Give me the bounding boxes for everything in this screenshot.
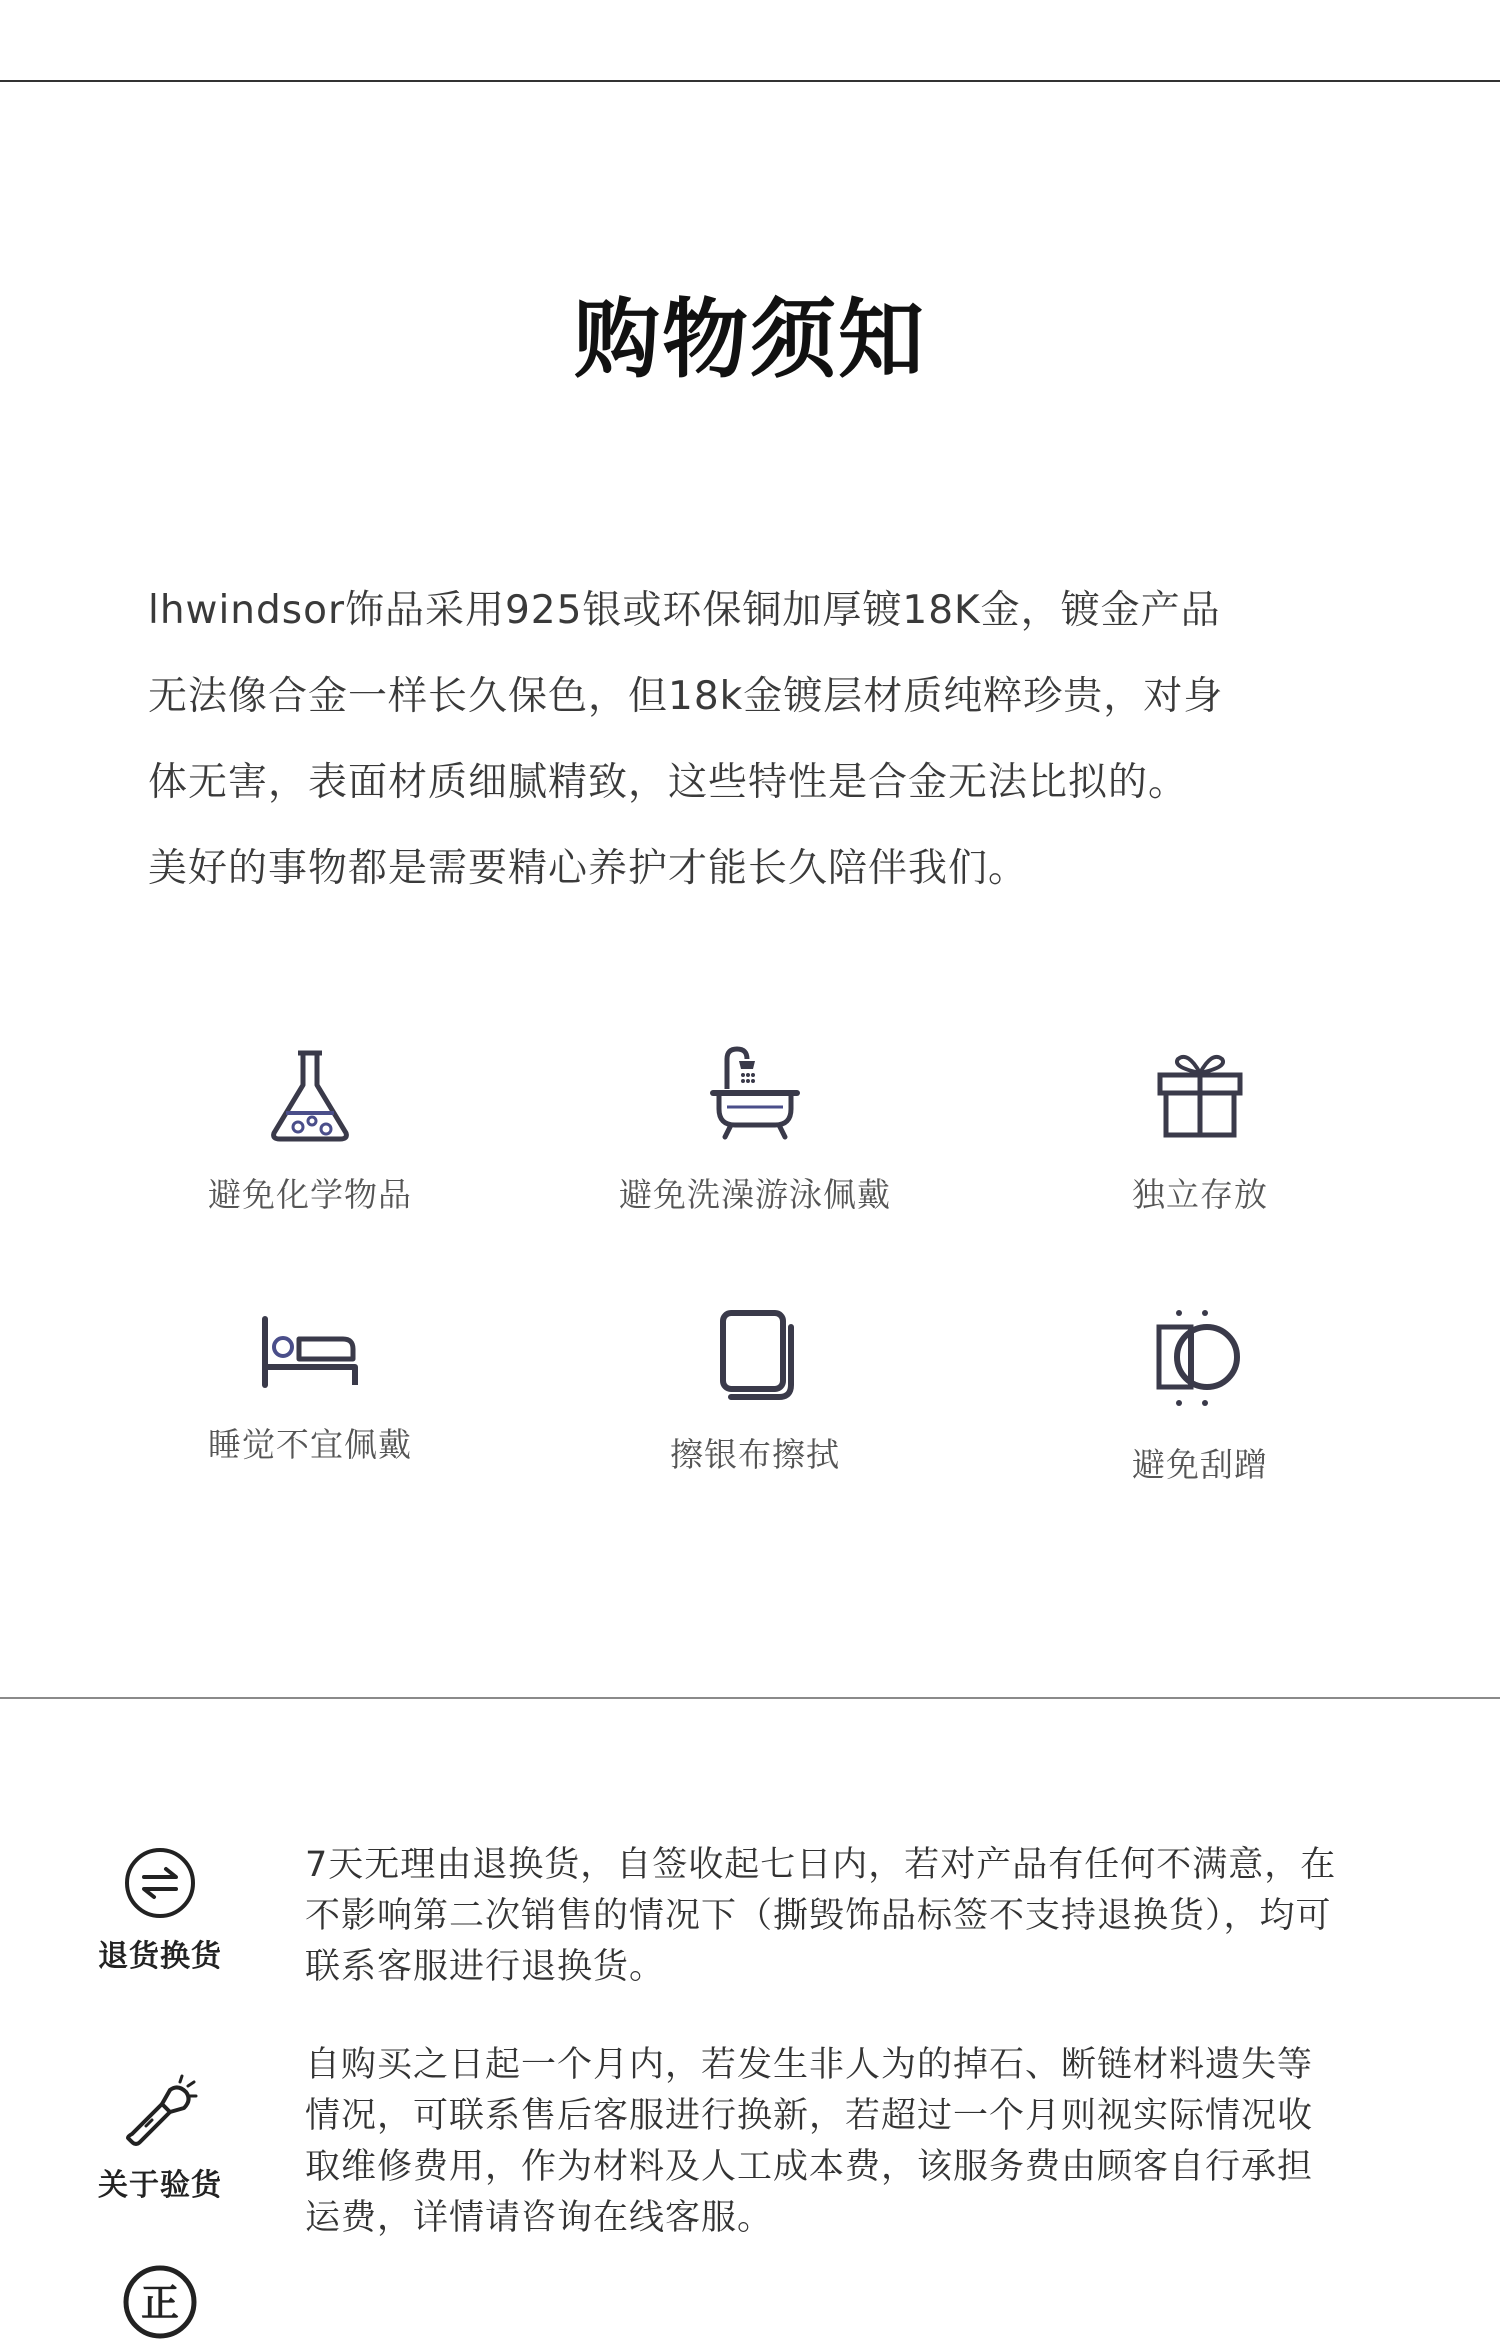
care-item-polishing-cloth [545, 1305, 965, 1476]
intro-line: 美好的事物都是需要精心养护才能长久陪伴我们。 [148, 846, 1029, 891]
care-item-scratches [990, 1305, 1410, 1486]
policy-badge [80, 2262, 240, 2342]
genuine-glyph: 正 [140, 2281, 180, 2325]
policy-text [305, 1840, 1435, 1993]
intro-line: lhwindsor饰品采用925银或环保铜加厚镀18K金，镀金产品 [148, 588, 1221, 633]
care-item-bathing [545, 1045, 965, 1216]
care-label: 独立存放 [1132, 1175, 1268, 1214]
exchange-icon [122, 1845, 198, 1921]
section-divider [0, 1697, 1500, 1699]
care-label: 避免刮蹭 [1132, 1445, 1268, 1484]
flashlight-icon [120, 2070, 200, 2150]
care-item-sleeping [100, 1305, 520, 1466]
intro-line: 无法像合金一样长久保色，但18k金镀层材质纯粹珍贵，对身 [148, 674, 1224, 719]
bathtub-icon [705, 1045, 805, 1145]
scratch-icon [1145, 1305, 1255, 1415]
policy-line: 不影响第二次销售的情况下（撕毁饰品标签不支持退换货），均可 [305, 1896, 1332, 1936]
care-label: 擦银布擦拭 [670, 1435, 840, 1474]
flask-icon [260, 1045, 360, 1145]
policy-label: 关于验货 [98, 2168, 222, 2203]
intro-paragraph [148, 568, 1358, 912]
care-label: 避免洗澡游泳佩戴 [619, 1175, 891, 1214]
policy-badge [80, 1845, 240, 1975]
cloth-icon [705, 1305, 805, 1405]
policy-text [305, 2040, 1435, 2244]
policy-line: 7天无理由退换货，自签收起七日内，若对产品有任何不满意，在 [305, 1845, 1337, 1885]
gift-box-icon [1150, 1045, 1250, 1145]
policy-label: 退货换货 [98, 1939, 222, 1974]
policy-line: 情况，可联系售后客服进行换新，若超过一个月则视实际情况收 [305, 2096, 1314, 2136]
page-title: 购物须知 [574, 289, 926, 390]
care-item-storage [990, 1045, 1410, 1216]
policy-line: 联系客服进行退换货。 [305, 1947, 666, 1987]
care-tips-grid [0, 1035, 1500, 1515]
bed-icon [255, 1305, 365, 1395]
intro-line: 体无害，表面材质细腻精致，这些特性是合金无法比拟的。 [148, 760, 1189, 805]
policy-line: 运费，详情请咨询在线客服。 [305, 2198, 774, 2238]
policy-line: 自购买之日起一个月内，若发生非人为的掉石、断链材料遗失等 [305, 2045, 1314, 2085]
policy-line: 取维修费用，作为材料及人工成本费，该服务费由顾客自行承担 [305, 2147, 1314, 2187]
genuine-icon [120, 2262, 200, 2342]
care-label: 避免化学物品 [208, 1175, 412, 1214]
care-item-chemicals [100, 1045, 520, 1216]
top-divider [0, 80, 1500, 82]
care-label: 睡觉不宜佩戴 [208, 1425, 412, 1464]
policy-badge [80, 2070, 240, 2204]
